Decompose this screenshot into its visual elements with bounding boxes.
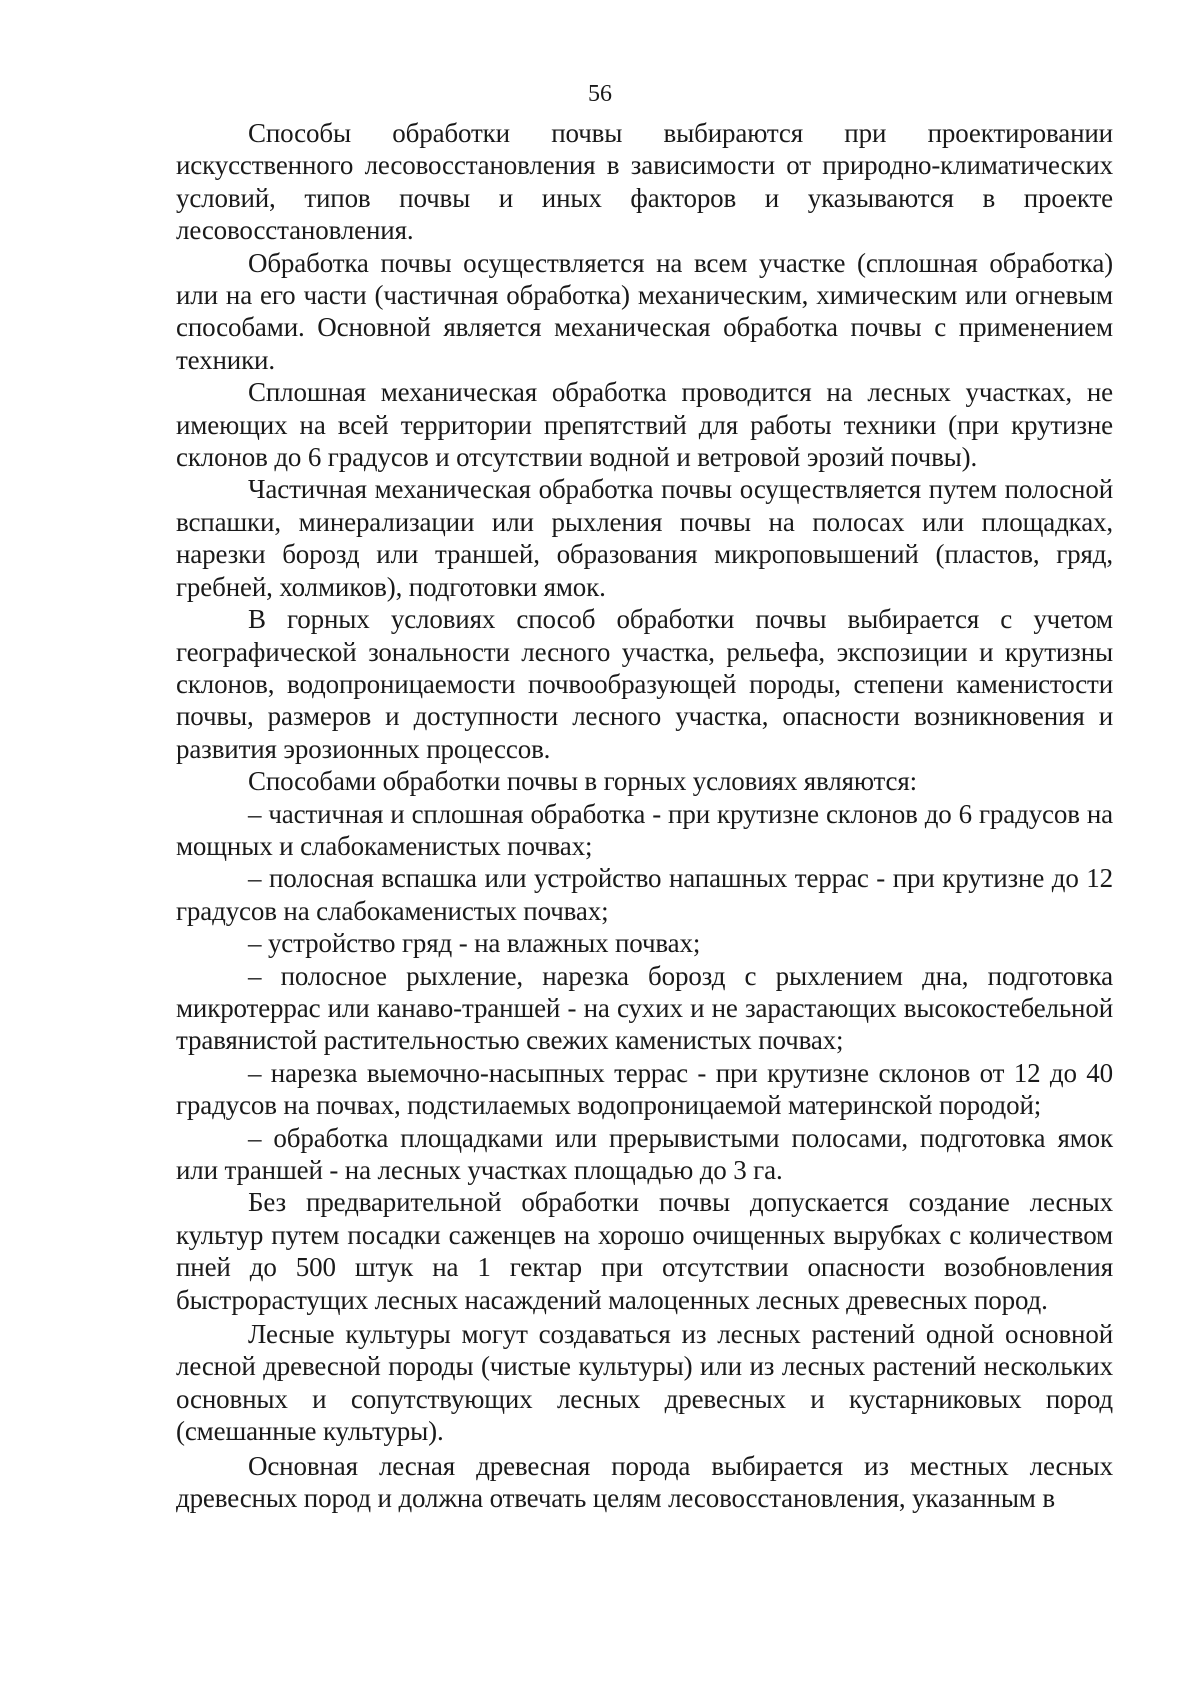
list-item-ridges: – устройство гряд - на влажных почвах;: [248, 928, 701, 959]
document-body: [176, 117, 1113, 1514]
paragraph-full-mechanical-treatment: Сплошная механическая обработка проводится на лесных участках, не имеющих на всей территории препятствий для работы техники (при крутизне склонов до 6 градусов и отсутствии водной и ветровой эрозий почвы).: [176, 377, 1113, 473]
paragraph-no-preliminary-treatment: Без предварительной обработки почвы допускается создание лесных культур путем посадки саженцев на хорошо очищенных вырубках с количеством пней до 500 штук на 1 гектар при отсутствии опасности возобновления быстрорастущих лесных насаждений малоценных лесных древесных пород.: [176, 1187, 1113, 1315]
list-item-strip-plowing: – полосная вспашка или устройство напашных террас - при крутизне до 12 градусов на слабокаменистых почвах;: [176, 863, 1113, 926]
list-item-strip-loosening: – полосное рыхление, нарезка борозд с рыхлением дна, подготовка микротеррас или канаво-траншей - на сухих и не зарастающих высокостебельной травянистой растительностью свежих каменистых почвах;: [176, 960, 1113, 1056]
paragraph-mountain-methods-intro: Способами обработки почвы в горных условиях являются:: [248, 766, 917, 797]
list-item-plots-strips: – обработка площадками или прерывистыми полосами, подготовка ямок или траншей - на лесных участках площадью до 3 га.: [176, 1122, 1113, 1185]
paragraph-mountain-conditions: В горных условиях способ обработки почвы выбирается с учетом географической зональности лесного участка, рельефа, экспозиции и крутизны склонов, водопроницаемости почвообразующей породы, степени каменистости почвы, размеров и доступности лесного участка, опасности возникновения и развития эрозионных процессов.: [176, 604, 1113, 764]
list-item-cut-fill-terraces: – нарезка выемочно-насыпных террас - при крутизне склонов от 12 до 40 градусов на почвах, подстилаемых водопроницаемой материнской породой;: [176, 1057, 1113, 1121]
page-number: 56: [588, 81, 612, 107]
paragraph-soil-treatment-methods: Способы обработки почвы выбираются при проектировании искусственного лесовосстановления в зависимости от природно-климатических условий, типов почвы и иных факторов и указываются в проекте лесовосстановления.: [176, 118, 1113, 246]
paragraph-partial-mechanical-treatment: Частичная механическая обработка почвы осуществляется путем полосной вспашки, минерализации или рыхления почвы на полосах или площадках, нарезки борозд или траншей, образования микроповышений (пластов, гряд, гребней, холмиков), подготовки ямок.: [176, 474, 1113, 602]
paragraph-forest-cultures: Лесные культуры могут создаваться из лесных растений одной основной лесной древесной породы (чистые культуры) или из лесных растений нескольких основных и сопутствующих лесных древесных и кустарниковых пород (смешанные культуры).: [176, 1319, 1113, 1447]
paragraph-main-species: Основная лесная древесная порода выбирается из местных лесных древесных пород и должна отвечать целям лесовосстановления, указанным в: [176, 1450, 1113, 1514]
paragraph-treatment-scope: Обработка почвы осуществляется на всем участке (сплошная обработка) или на его части (частичная обработка) механическим, химическим или огневым способами. Основной является механическая обработка почвы с применением техники.: [176, 247, 1113, 375]
list-item-partial-full-treatment: – частичная и сплошная обработка - при крутизне склонов до 6 градусов на мощных и слабокаменистых почвах;: [176, 798, 1113, 861]
